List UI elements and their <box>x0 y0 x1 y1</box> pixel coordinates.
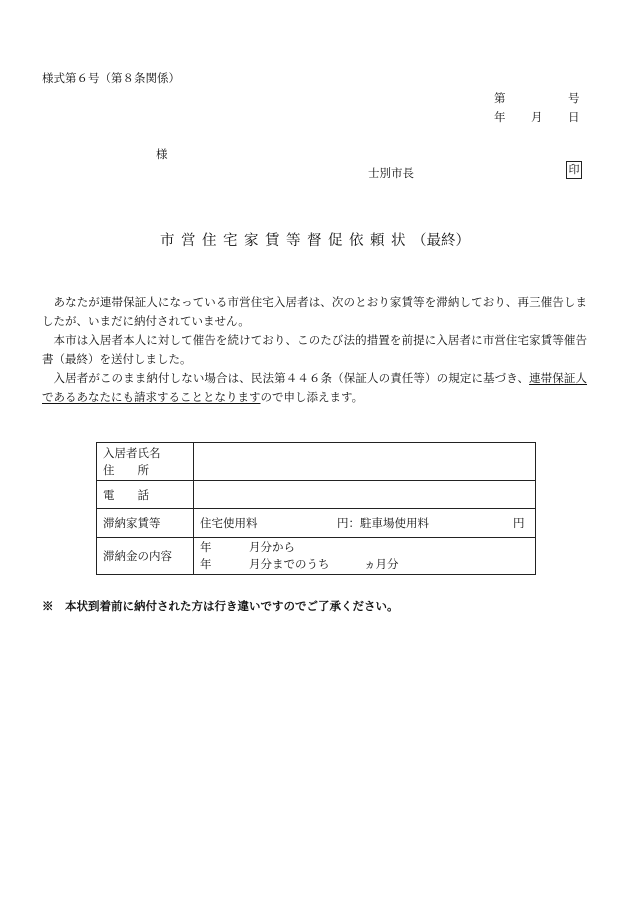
body-text <box>42 293 587 407</box>
recipient-honorific: 様 <box>156 147 168 161</box>
arrears-detail-value <box>194 538 536 575</box>
body-paragraph-3 <box>42 369 587 407</box>
parking-fee-yen: 円 <box>513 516 525 530</box>
issuer-name: 士別市長 <box>368 166 414 180</box>
arrears-info-table <box>96 442 536 575</box>
housing-fee-label: 住宅使用料 <box>200 516 258 530</box>
tenant-name-address-label <box>97 443 194 481</box>
seal-stamp-box: 印 <box>566 161 582 179</box>
period-start-year: 年 <box>200 540 212 554</box>
period-end-month: 月分までのうち <box>249 557 330 571</box>
arrears-rent-value <box>194 509 536 538</box>
address-label: 住 所 <box>103 462 149 477</box>
tenant-name-label: 入居者氏名 <box>103 445 161 460</box>
document-number-prefix: 第 <box>494 91 506 105</box>
phone-label: 電 話 <box>97 481 194 509</box>
date-month: 月 <box>531 110 543 124</box>
tenant-name-address-value <box>194 443 536 481</box>
document-title <box>0 229 630 250</box>
body-paragraph-3-intro: 入居者がこのまま納付しない場合は、民法第４４６条（保証人の責任等）の規定に基づき、 <box>53 371 530 385</box>
period-end-year: 年 <box>200 557 212 571</box>
table-row <box>97 509 536 538</box>
parking-fee-label: 円：駐車場使用料 <box>337 516 429 530</box>
date-day: 日 <box>568 110 580 124</box>
footnote: ※ 本状到着前に納付された方は行き違いですのでご了承ください。 <box>42 599 399 613</box>
body-paragraph-1: あなたが連帯保証人になっている市営住宅入居者は、次のとおり家賃等を滞納しており、再三催告しましたが、いまだに納付されていません。 <box>42 295 587 328</box>
document-title-main: 市営住宅家賃等督促依頼状 <box>160 233 412 249</box>
body-paragraph-2: 本市は入居者本人に対して催告を続けており、このたび法的措置を前提に入居者に市営住宅家賃等催告書（最終）を送付しました。 <box>42 333 587 366</box>
period-start-month: 月分から <box>249 540 295 554</box>
arrears-detail-label: 滞納金の内容 <box>97 538 194 575</box>
document-title-suffix: （最終） <box>412 233 470 249</box>
phone-value <box>194 481 536 509</box>
table-row <box>97 538 536 575</box>
table-row <box>97 481 536 509</box>
form-number: 様式第６号（第８条関係） <box>42 71 180 85</box>
table-row <box>97 443 536 481</box>
document-number-suffix: 号 <box>568 91 580 105</box>
arrears-rent-label: 滞納家賃等 <box>97 509 194 538</box>
body-paragraph-3-underlined: 連帯保証人であるあなたにも請求することとなります <box>42 371 588 404</box>
period-month-count: ヵ月分 <box>364 557 399 571</box>
body-paragraph-3-ending: ので申し添えます。 <box>260 390 364 404</box>
date-year: 年 <box>494 110 506 124</box>
